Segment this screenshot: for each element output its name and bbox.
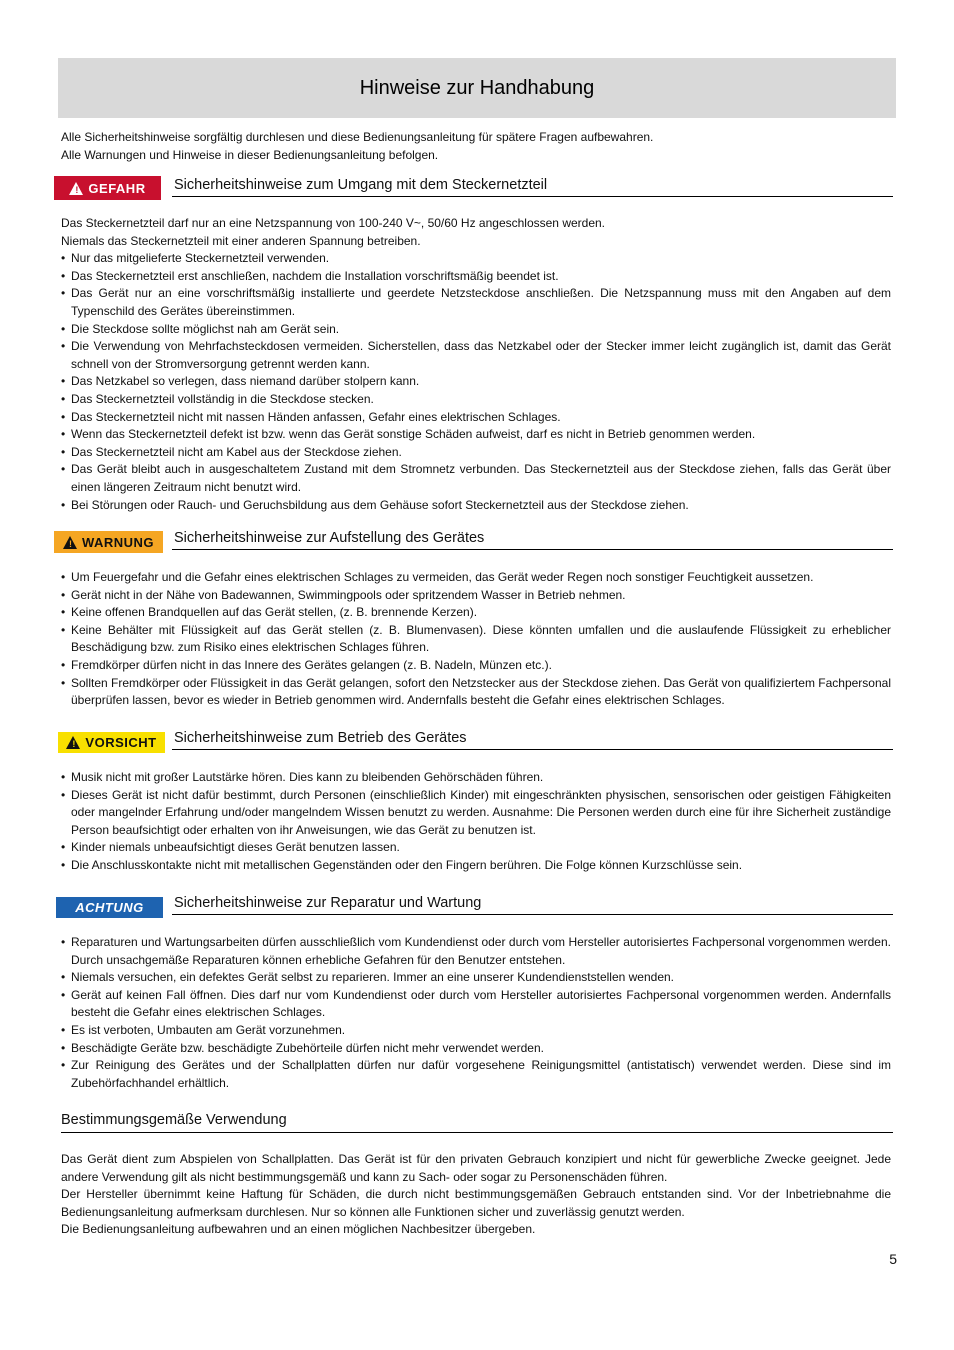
list-item: • Keine Behälter mit Flüssigkeit auf das Gerät stellen (z. B. Blumenvasen). Diese könnten umfallen und die auslaufende Flüssigkeit zu erheblicher Beschädigung bzw. zum Risiko eines elektrischen Schlages führen. xyxy=(61,622,891,657)
list-item: • Die Steckdose sollte möglichst nah am Gerät sein. xyxy=(61,321,891,339)
gefahr-badge xyxy=(54,176,161,200)
vorsicht-badge xyxy=(58,732,165,753)
warning-triangle-icon: ! xyxy=(66,736,80,749)
list-item: • Bei Störungen oder Rauch- und Geruchsbildung aus dem Gehäuse sofort Steckernetzteil aus der Steckdose ziehen. xyxy=(61,497,891,513)
list-item: • Kinder niemals unbeaufsichtigt dieses Gerät benutzen lassen. xyxy=(61,839,891,857)
intro-line: Alle Sicherheitshinweise sorgfältig durchlesen und diese Bedienungsanleitung für spätere Fragen aufbewahren. xyxy=(61,130,654,144)
usage-body xyxy=(61,1151,891,1239)
list-item: • Nur das mitgelieferte Steckernetzteil verwenden. xyxy=(61,250,891,268)
list-item: • Beschädigte Geräte bzw. beschädigte Zubehörteile dürfen nicht mehr verwendet werden. xyxy=(61,1040,891,1058)
intro-text xyxy=(61,129,891,164)
list-item: • Gerät nicht in der Nähe von Badewannen, Swimmingpools oder spritzendem Wasser in Betrieb nehmen. xyxy=(61,587,891,605)
section-header-gefahr xyxy=(54,176,893,200)
list-item: • Zur Reinigung des Gerätes und der Schallplatten dürfen nur dafür vorgesehene Reinigungsmittel (antistatisch) verwendet werden. Diese sind im Zubehörfachhandel erhältlich. xyxy=(61,1057,891,1092)
section-title: Sicherheitshinweise zur Aufstellung des Gerätes xyxy=(172,529,893,550)
list-item: • Das Gerät bleibt auch in ausgeschaltetem Zustand mit dem Stromnetz verbunden. Das Steckernetzteil aus der Steckdose ziehen, falls das Gerät über einen längeren Zeitraum nicht benutzt wird. xyxy=(61,461,891,496)
section-body-gefahr xyxy=(61,215,891,512)
page-title: Hinweise zur Handhabung xyxy=(359,76,595,99)
section-header-achtung xyxy=(54,894,893,918)
list-item: • Es ist verboten, Umbauten am Gerät vorzunehmen. xyxy=(61,1022,891,1040)
achtung-badge xyxy=(56,897,163,918)
warning-triangle-icon: ! xyxy=(63,536,77,549)
usage-title: Bestimmungsgemäße Verwendung xyxy=(61,1111,893,1133)
badge-label: GEFAHR xyxy=(88,180,146,196)
list-item: • Das Gerät nur an eine vorschriftsmäßig installierte und geerdete Netzsteckdose anschließen. Die Netzspannung muss mit den Angaben auf dem Typenschild des Gerätes übereinstimmen. xyxy=(61,285,891,320)
badge-label: ACHTUNG xyxy=(75,900,144,915)
badge-label: WARNUNG xyxy=(81,534,155,550)
paragraph: Das Steckernetzteil darf nur an eine Netzspannung von 100-240 V~, 50/60 Hz angeschlossen werden. xyxy=(61,216,606,230)
section-title: Sicherheitshinweise zum Betrieb des Gerätes xyxy=(172,729,893,750)
bullet-list xyxy=(61,250,891,512)
section-header-vorsicht xyxy=(54,729,893,753)
list-item: • Musik nicht mit großer Lautstärke hören. Dies kann zu bleibenden Gehörschäden führen. xyxy=(61,769,891,787)
paragraph: Niemals das Steckernetzteil mit einer anderen Spannung betreiben. xyxy=(61,233,421,248)
section-body-warnung xyxy=(61,569,891,710)
badge-label: VORSICHT xyxy=(85,735,157,750)
list-item: • Reparaturen und Wartungsarbeiten dürfen ausschließlich vom Kundendienst oder durch vom Hersteller autorisiertes Fachpersonal vorgenommen werden. Durch unsachgemäße Reparaturen können erhebliche Gefahren für den Benutzer entstehen. xyxy=(61,934,891,969)
list-item: • Das Steckernetzteil nicht am Kabel aus der Steckdose ziehen. xyxy=(61,444,891,462)
list-item: • Sollten Fremdkörper oder Flüssigkeit in das Gerät gelangen, sofort den Netzstecker aus der Steckdose ziehen. Das Gerät von qualifiziertem Fachpersonal überprüfen lassen, bevor es wieder in Betrieb genommen wird. Andernfalls besteht die Gefahr eines elektrischen Schlages. xyxy=(61,675,891,710)
list-item: • Wenn das Steckernetzteil defekt ist bzw. wenn das Gerät sonstige Schäden aufweist, darf es nicht in Betrieb genommen werden. xyxy=(61,426,891,444)
list-item: • Um Feuergefahr und die Gefahr eines elektrischen Schlages zu vermeiden, das Gerät weder Regen noch sonstiger Feuchtigkeit aussetzen. xyxy=(61,569,891,587)
list-item: • Gerät auf keinen Fall öffnen. Dies darf nur vom Kundendienst oder durch vom Hersteller autorisiertes Fachpersonal vorgenommen werden. Andernfalls besteht die Gefahr eines elektrischen Schlages. xyxy=(61,987,891,1022)
list-item: • Fremdkörper dürfen nicht in das Innere des Gerätes gelangen (z. B. Nadeln, Münzen etc.). xyxy=(61,657,891,675)
list-item: • Keine offenen Brandquellen auf das Gerät stellen, (z. B. brennende Kerzen). xyxy=(61,604,891,622)
page-title-bar xyxy=(58,58,896,118)
paragraph: Das Gerät dient zum Abspielen von Schallplatten. Das Gerät ist für den privaten Gebrauch konzipiert und nicht für gewerbliche Zwecke geeignet. Jede andere Verwendung gilt als nicht bestimmungsgemäß und kann zu Sach- oder sogar zu Personenschäden führen. xyxy=(61,1152,891,1184)
list-item: • Die Anschlusskontakte nicht mit metallischen Gegenständen oder den Fingern berühren. Die Folge können Kurzschlüsse sein. xyxy=(61,857,891,875)
paragraph: Der Hersteller übernimmt keine Haftung für Schäden, die durch nicht bestimmungsgemäßen Gebrauch entstanden sind. Vor der Inbetriebnahme die Bedienungsanleitung aufmerksam durchlesen. Nur so können alle Funktionen sicher und zuverlässig genutzt werden. xyxy=(61,1187,891,1219)
list-item: • Das Steckernetzteil erst anschließen, nachdem die Installation vorschriftsmäßig beendet ist. xyxy=(61,268,891,286)
warning-triangle-icon: ! xyxy=(69,182,83,195)
warnung-badge xyxy=(54,531,163,553)
bullet-list xyxy=(61,769,891,875)
list-item: • Niemals versuchen, ein defektes Gerät selbst zu reparieren. Immer an eine unserer Kundendienststellen wenden. xyxy=(61,969,891,987)
section-body-achtung xyxy=(61,934,891,1092)
section-body-vorsicht xyxy=(61,769,891,875)
paragraph: Die Bedienungsanleitung aufbewahren und an einen möglichen Nachbesitzer übergeben. xyxy=(61,1222,536,1237)
list-item: • Das Steckernetzteil vollständig in die Steckdose stecken. xyxy=(61,391,891,409)
section-header-warnung xyxy=(54,529,893,553)
section-title: Sicherheitshinweise zum Umgang mit dem Steckernetzteil xyxy=(172,176,893,197)
page-number: 5 xyxy=(889,1251,897,1267)
list-item: • Das Steckernetzteil nicht mit nassen Händen anfassen, Gefahr eines elektrischen Schlages. xyxy=(61,409,891,427)
list-item: • Dieses Gerät ist nicht dafür bestimmt, durch Personen (einschließlich Kinder) mit eingeschränkten physischen, sensorischen oder geistigen Fähigkeiten oder mangelnder Erfahrung und/oder mangelndem Wissen benutzt zu werden. Ausnahme: Die Personen werden durch eine für ihre Sicherheit zuständige Person beaufsichtigt oder erhalten von ihr Anweisungen, wie das Gerät zu benutzen ist. xyxy=(61,787,891,840)
intro-line: Alle Warnungen und Hinweise in dieser Bedienungsanleitung befolgen. xyxy=(61,147,439,162)
bullet-list xyxy=(61,934,891,1092)
list-item: • Die Verwendung von Mehrfachsteckdosen vermeiden. Sicherstellen, dass das Netzkabel oder der Stecker immer leicht zugänglich ist, damit das Gerät schnell von der Stromversorgung getrennt werden kann. xyxy=(61,338,891,373)
section-title: Sicherheitshinweise zur Reparatur und Wartung xyxy=(172,894,893,915)
list-item: • Das Netzkabel so verlegen, dass niemand darüber stolpern kann. xyxy=(61,373,891,391)
bullet-list xyxy=(61,569,891,710)
